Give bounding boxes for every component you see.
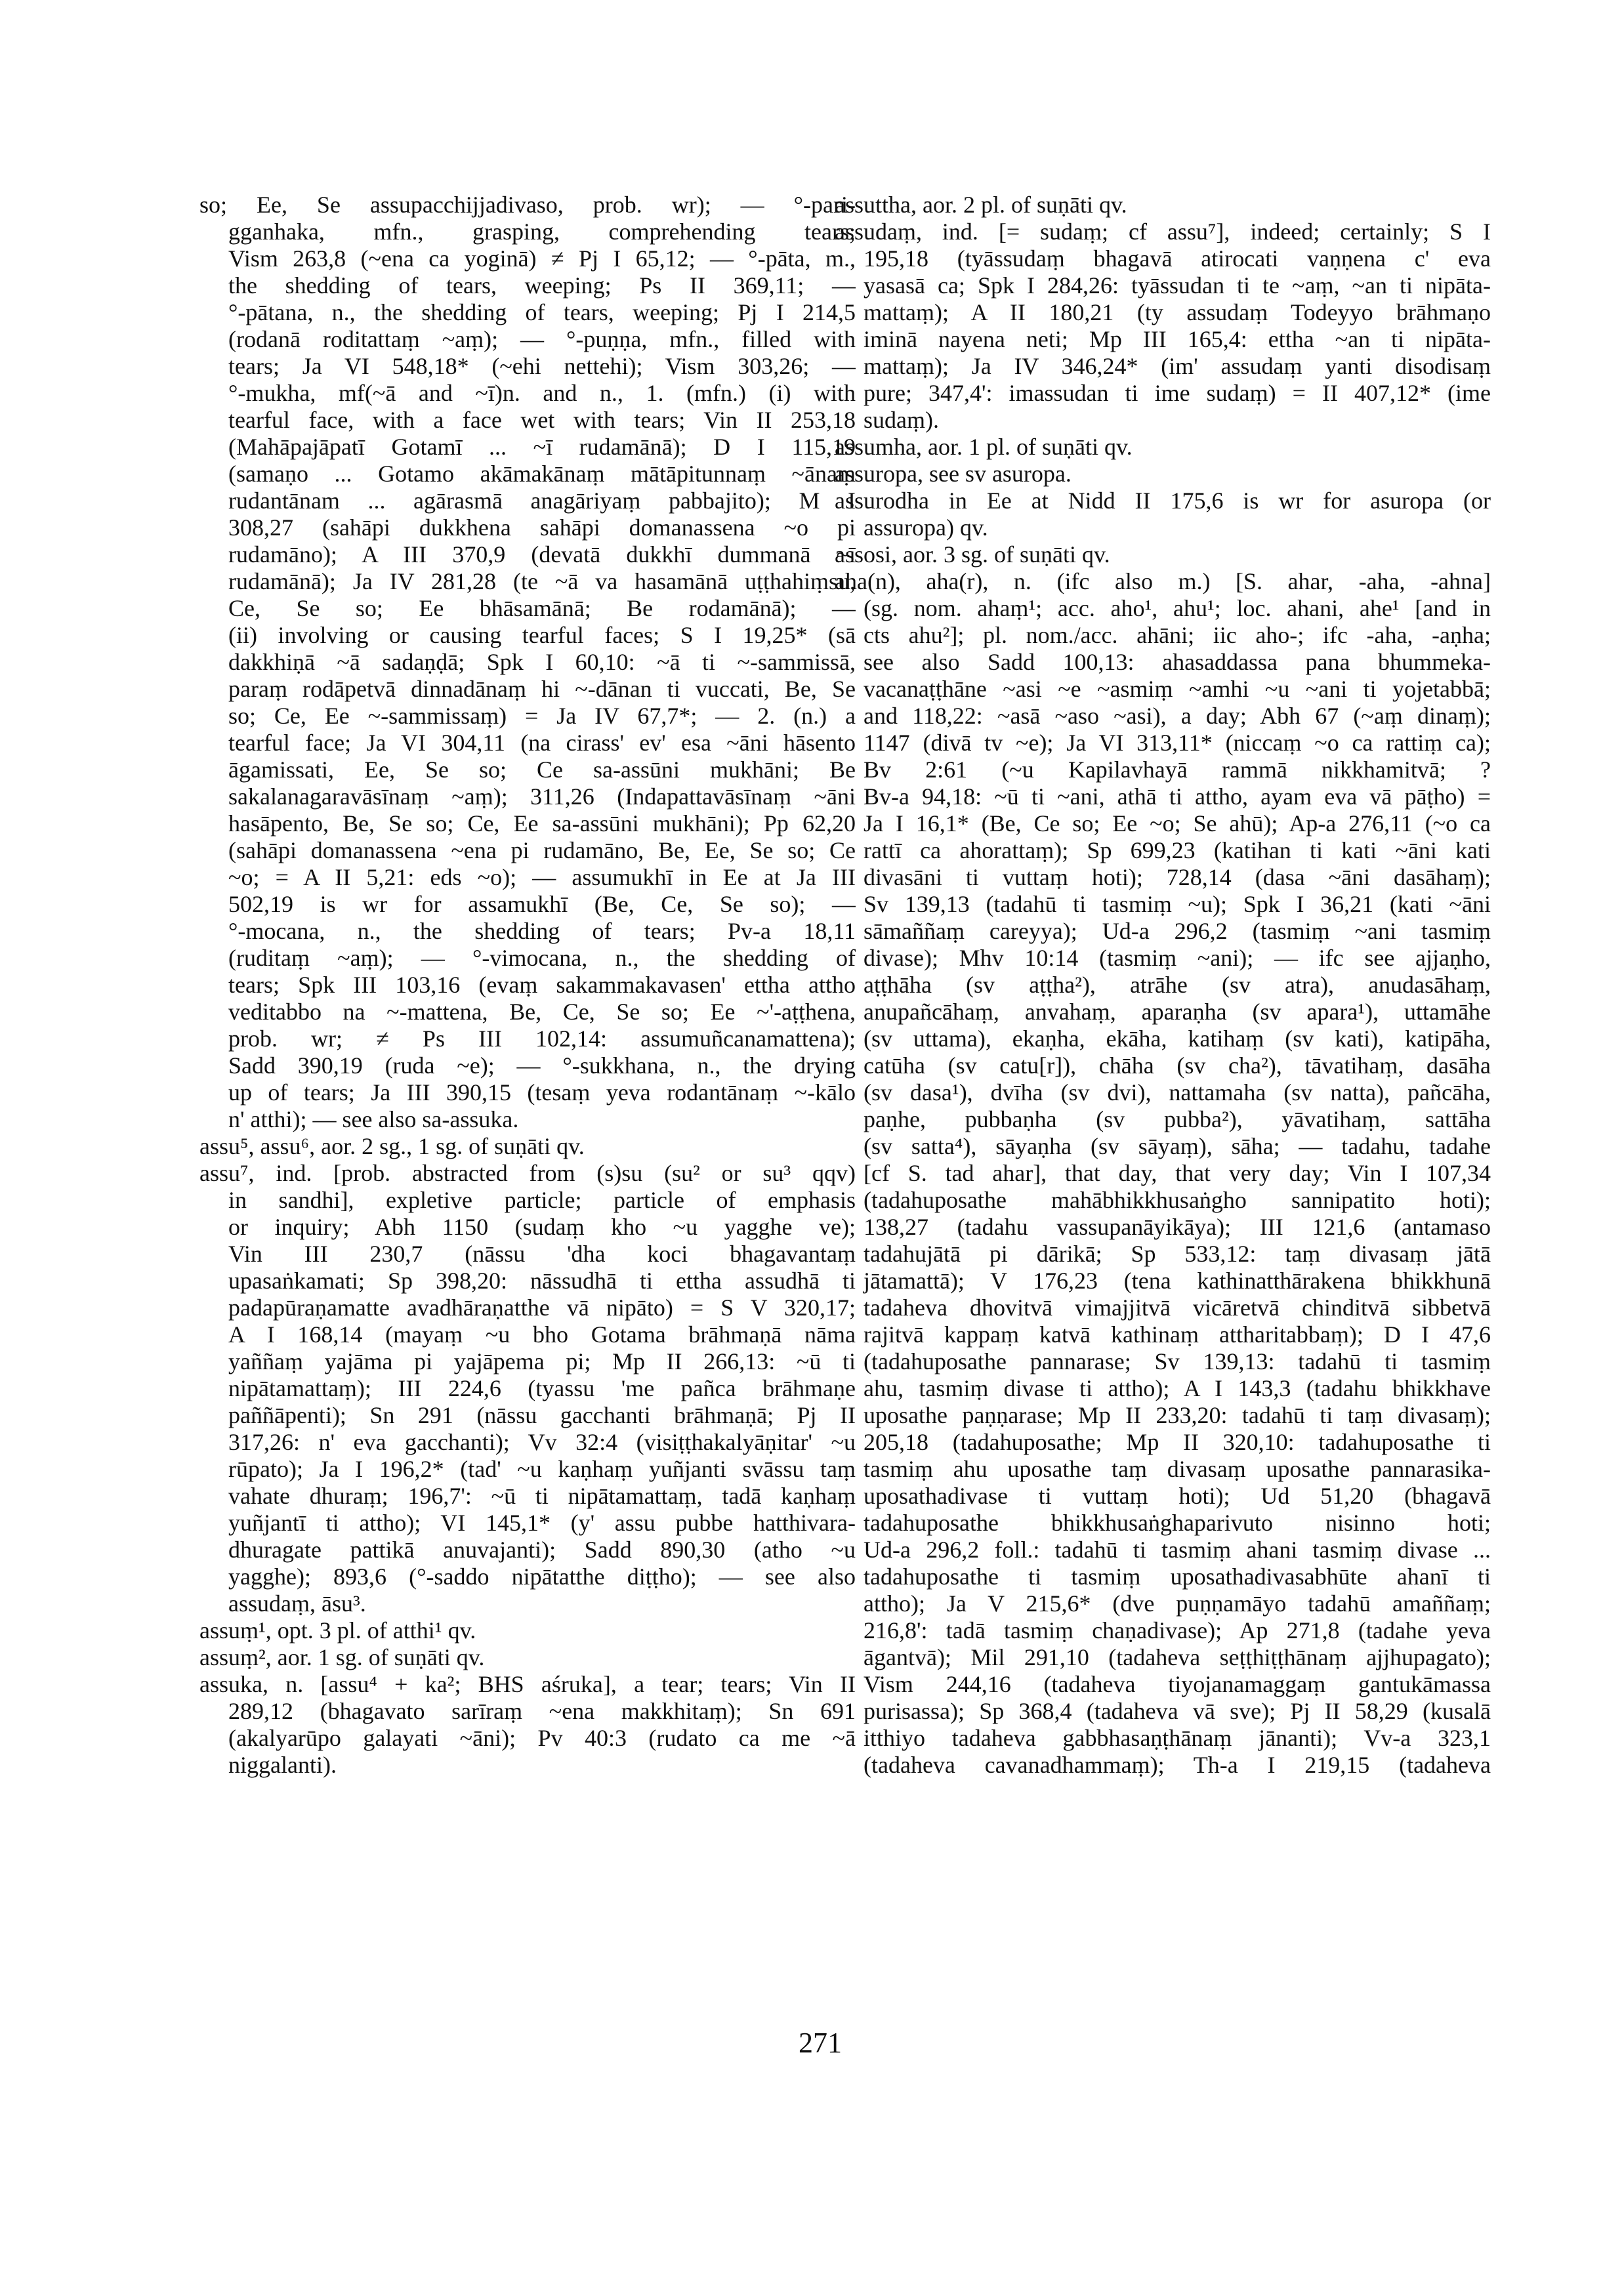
- text-line: Ce, Se so; Ee bhāsamānā; Be rodamānā); —: [228, 595, 856, 621]
- text-line: (tadahuposathe mahābhikkhusaṅgho sannipatito hoti);: [864, 1187, 1491, 1213]
- text-line: rudantānam ... agārasmā anagāriyaṃ pabbajito); M I: [228, 487, 856, 514]
- text-line: Sadd 390,19 (ruda ~e); — °-sukkhana, n., the drying: [228, 1052, 856, 1079]
- text-line: assurodha in Ee at Nidd II 175,6 is wr for asuropa (or: [835, 487, 1491, 514]
- text-line: hasāpento, Be, Se so; Ce, Ee sa-assūni mukhāni); Pp 62,20: [228, 810, 856, 837]
- text-line: °-mukha, mf(~ā and ~ī)n. and n., 1. (mfn.) (i) with: [228, 380, 856, 406]
- text-line: rudamāno); A III 370,9 (devatā dukkhī dummanā ~ī: [228, 541, 856, 568]
- text-line: yagghe); 893,6 (°-saddo nipātatthe diṭṭho); — see also: [228, 1563, 856, 1590]
- text-line: cts ahu²]; pl. nom./acc. ahāni; iic aho-; ifc -aha, -aṇha;: [864, 622, 1491, 648]
- text-line: (Mahāpajāpatī Gotamī ... ~ī rudamānā); D I 115,19: [228, 434, 856, 460]
- text-line: paññāpenti); Sn 291 (nāssu gacchanti brāhmaṇā; Pj II: [228, 1402, 856, 1428]
- text-line: uposathe paṇṇarase; Mp II 233,20: tadahū ti taṃ divasaṃ);: [864, 1402, 1491, 1428]
- text-line: Ud-a 296,2 foll.: tadahū ti tasmiṃ ahani tasmiṃ divase ...: [864, 1537, 1491, 1563]
- text-line: vacanaṭṭhāne ~asi ~e ~asmiṃ ~amhi ~u ~ani ti yojetabbā;: [864, 676, 1491, 702]
- text-line: niggalanti).: [228, 1752, 337, 1778]
- text-line: padapūraṇamatte avadhāraṇatthe vā nipāto) = S V 320,17;: [228, 1294, 856, 1321]
- text-line: assuka, n. [assu⁴ + ka²; BHS aśruka], a tear; tears; Vin II: [199, 1671, 856, 1697]
- text-line: see also Sadd 100,13: ahasaddassa pana bhummeka-: [864, 649, 1491, 675]
- text-line: ~o; = A II 5,21: eds ~o); — assumukhī in Ee at Ja III: [228, 864, 856, 890]
- text-line: mattaṃ); Ja IV 346,24* (im' assudaṃ yanti disodisaṃ: [864, 353, 1491, 379]
- text-line: tearful face, with a face wet with tears; Vin II 253,18: [228, 407, 856, 433]
- text-line: Ja I 16,1* (Be, Ce so; Ee ~o; Se ahū); Ap-a 276,11 (~o ca: [864, 810, 1491, 837]
- text-line: °-pātana, n., the shedding of tears, weeping; Pj I 214,5: [228, 299, 856, 325]
- text-line: the shedding of tears, weeping; Ps II 369,11; —: [228, 272, 856, 299]
- text-line: tears; Ja VI 548,18* (~ehi nettehi); Vism 303,26; —: [228, 353, 856, 379]
- text-line: nipātamattaṃ); III 224,6 (tyassu 'me pañca brāhmaṇe: [228, 1375, 856, 1401]
- text-line: Vin III 230,7 (nāssu 'dha koci bhagavantaṃ: [228, 1241, 856, 1267]
- text-line: gganhaka, mfn., grasping, comprehending tears;: [228, 218, 856, 245]
- text-line: assudaṃ, āsu³.: [228, 1590, 366, 1617]
- text-line: (sv dasa¹), dvīha (sv dvi), nattamaha (sv natta), pañcāha,: [864, 1079, 1491, 1106]
- text-line: dhuragate pattikā anuvajanti); Sadd 890,30 (atho ~u: [228, 1537, 856, 1563]
- text-line: aha(n), aha(r), n. (ifc also m.) [S. ahar, -aha, -ahna]: [835, 568, 1491, 594]
- text-line: rudamānā); Ja IV 281,28 (te ~ā va hasamānā uṭṭhahiṃsu,: [228, 568, 856, 594]
- text-line: or inquiry; Abh 1150 (sudaṃ kho ~u yagghe ve);: [228, 1214, 856, 1240]
- text-line: dakkhiṇā ~ā sadaṇḍā; Spk I 60,10: ~ā ti ~-sammissā,: [228, 649, 856, 675]
- text-line: prob. wr; ≠ Ps III 102,14: assumuñcanamattena);: [228, 1025, 856, 1052]
- text-line: yuñjantī ti attho); VI 145,1* (y' assu pubbe hatthivara-: [228, 1510, 856, 1536]
- text-line: uposathadivase ti vuttaṃ hoti); Ud 51,20 (bhagavā: [864, 1483, 1491, 1509]
- text-line: assuttha, aor. 2 pl. of suṇāti qv.: [835, 192, 1127, 218]
- text-line: n' atthi); — see also sa-assuka.: [228, 1106, 519, 1132]
- text-line: mattaṃ); A II 180,21 (ty assudaṃ Todeyyo brāhmaṇo: [864, 299, 1491, 325]
- text-line: attho); Ja V 215,6* (dve puṇṇamāyo tadahū amaññaṃ;: [864, 1590, 1491, 1617]
- left-column: [199, 192, 856, 1779]
- text-line: Vism 244,16 (tadaheva tiyojanamaggaṃ gantukāmassa: [864, 1671, 1491, 1697]
- text-line: 289,12 (bhagavato sarīraṃ ~ena makkhitaṃ); Sn 691: [228, 1698, 856, 1724]
- text-line: Vism 263,8 (~ena ca yoginā) ≠ Pj I 65,12; — °-pāta, m.,: [228, 245, 856, 272]
- text-line: (ii) involving or causing tearful faces; S I 19,25* (sā: [228, 622, 856, 648]
- text-line: (sv satta⁴), sāyaṇha (sv sāyaṃ), sāha; — tadahu, tadahe: [864, 1133, 1491, 1159]
- page-number: 271: [799, 2027, 842, 2059]
- text-line: °-mocana, n., the shedding of tears; Pv-a 18,11: [228, 918, 856, 944]
- text-line: assuropa) qv.: [864, 514, 988, 541]
- text-line: (rodanā roditattaṃ ~aṃ); — °-puṇṇa, mfn., filled with: [228, 326, 856, 352]
- text-line: jātamattā); V 176,23 (tena kathinatthārakena bhikkhunā: [864, 1268, 1491, 1294]
- text-line: (ruditaṃ ~aṃ); — °-vimocana, n., the shedding of: [228, 945, 856, 971]
- text-line: rattī ca ahorattaṃ); Sp 699,23 (katihan ti kati ~āni kati: [864, 837, 1491, 863]
- text-line: tadaheva dhovitvā vimajjitvā vicāretvā chinditvā sibbetvā: [864, 1294, 1491, 1321]
- text-line: 216,8': tadā tasmiṃ chaṇadivase); Ap 271,8 (tadahe yeva: [864, 1617, 1491, 1644]
- text-line: A I 168,14 (mayaṃ ~u bho Gotama brāhmaṇā nāma: [228, 1321, 856, 1348]
- text-line: veditabbo na ~-mattena, Be, Ce, Se so; Ee ~'-aṭṭhena,: [228, 999, 856, 1025]
- text-line: [cf S. tad ahar], that day, that very day; Vin I 107,34: [864, 1160, 1491, 1186]
- text-line: divase); Mhv 10:14 (tasmiṃ ~ani); — ifc see ajjaṇho,: [864, 945, 1491, 971]
- text-line: 317,26: n' eva gacchanti); Vv 32:4 (visiṭṭhakalyāṇitar' ~u: [228, 1429, 856, 1455]
- text-line: ahu, tasmiṃ divase ti attho); A I 143,3 (tadahu bhikkhave: [864, 1375, 1491, 1401]
- text-line: so; Ce, Ee ~-sammissaṃ) = Ja IV 67,7*; — 2. (n.) a: [228, 703, 856, 729]
- text-line: assuṃ¹, opt. 3 pl. of atthi¹ qv.: [199, 1617, 476, 1644]
- text-line: (samaṇo ... Gotamo akāmakānaṃ mātāpitunnaṃ ~ānaṃ: [228, 461, 856, 487]
- text-line: tadahuposathe bhikkhusaṅghaparivuto nisinno hoti;: [864, 1510, 1491, 1536]
- text-line: assu⁷, ind. [prob. abstracted from (s)su (su² or su³ qqv): [199, 1160, 856, 1186]
- text-line: purisassa); Sp 368,4 (tadaheva vā sve); Pj II 58,29 (kusalā: [864, 1698, 1491, 1724]
- text-line: tadahuposathe ti tasmiṃ uposathadivasabhūte ahanī ti: [864, 1563, 1491, 1590]
- text-line: sāmaññaṃ careyya); Ud-a 296,2 (tasmiṃ ~ani tasmiṃ: [864, 918, 1491, 944]
- text-line: assuṃ², aor. 1 sg. of suṇāti qv.: [199, 1644, 485, 1670]
- text-line: 205,18 (tadahuposathe; Mp II 320,10: tadahuposathe ti: [864, 1429, 1491, 1455]
- text-line: assu⁵, assu⁶, aor. 2 sg., 1 sg. of suṇāti qv.: [199, 1133, 585, 1159]
- text-line: 502,19 is wr for assamukhī (Be, Ce, Se so); —: [228, 891, 856, 917]
- text-line: yaññaṃ yajāma pi yajāpema pi; Mp II 266,13: ~ū ti: [228, 1348, 856, 1375]
- text-line: (akalyarūpo galayati ~āni); Pv 40:3 (rudato ca me ~ā: [228, 1725, 856, 1751]
- text-line: tears; Spk III 103,16 (evaṃ sakammakavasen' ettha attho: [228, 972, 856, 998]
- text-line: tearful face; Ja VI 304,11 (na cirass' ev' esa ~āni hāsento: [228, 730, 856, 756]
- text-line: 138,27 (tadahu vassupanāyikāya); III 121,6 (antamaso: [864, 1214, 1491, 1240]
- text-line: in sandhi], expletive particle; particle of emphasis: [228, 1187, 856, 1213]
- text-line: (tadahuposathe pannarase; Sv 139,13: tadahū ti tasmiṃ: [864, 1348, 1491, 1375]
- text-line: paraṃ rodāpetvā dinnadānaṃ hi ~-dānan ti vuccati, Be, Se: [228, 676, 856, 702]
- text-line: tasmiṃ ahu uposathe taṃ divasaṃ uposathe pannarasika-: [864, 1456, 1491, 1482]
- text-line: sakalanagaravāsīnaṃ ~aṃ); 311,26 (Indapattavāsīnaṃ ~āni: [228, 783, 856, 810]
- text-line: 1147 (divā tv ~e); Ja VI 313,11* (niccaṃ ~o ca rattiṃ ca);: [864, 730, 1491, 756]
- text-line: 195,18 (tyāssudaṃ bhagavā atirocati vaṇṇena c' eva: [864, 245, 1491, 272]
- text-line: āgamissati, Ee, Se so; Ce sa-assūni mukhāni; Be: [228, 756, 856, 783]
- text-line: rajitvā kappaṃ katvā kathinaṃ attharitabbaṃ); D I 47,6: [864, 1321, 1491, 1348]
- text-line: āgantvā); Mil 291,10 (tadaheva seṭṭhiṭṭhānaṃ ajjhupagato);: [864, 1644, 1491, 1670]
- text-line: catūha (sv catu[r]), chāha (sv cha²), tāvatihaṃ, dasāha: [864, 1052, 1491, 1079]
- text-line: up of tears; Ja III 390,15 (tesaṃ yeva rodantānaṃ ~-kālo: [228, 1079, 856, 1106]
- text-line: pure; 347,4': imassudan ti ime sudaṃ) = II 407,12* (ime: [864, 380, 1491, 406]
- text-line: 308,27 (sahāpi dukkhena sahāpi domanassena ~o pi: [228, 514, 856, 541]
- text-line: itthiyo tadaheva gabbhasaṇṭhānaṃ jānanti); Vv-a 323,1: [864, 1725, 1491, 1751]
- text-line: tadahujātā pi dārikā; Sp 533,12: taṃ divasaṃ jātā: [864, 1241, 1491, 1267]
- text-line: upasaṅkamati; Sp 398,20: nāssudhā ti ettha assudhā ti: [228, 1268, 856, 1294]
- text-line: Bv 2:61 (~u Kapilavhayā rammā nikkhamitvā; ?: [864, 756, 1491, 783]
- text-line: divasāni ti vuttaṃ hoti); 728,14 (dasa ~āni dasāhaṃ);: [864, 864, 1491, 890]
- text-line: vahate dhuraṃ; 196,7': ~ū ti nipātamattaṃ, tadā kaṇhaṃ: [228, 1483, 856, 1509]
- text-line: (sahāpi domanassena ~ena pi rudamāno, Be, Ee, Se so; Ce: [228, 837, 856, 863]
- text-line: anupañcāhaṃ, anvahaṃ, aparaṇha (sv apara¹), uttamāhe: [864, 999, 1491, 1025]
- text-line: (sg. nom. ahaṃ¹; acc. aho¹, ahu¹; loc. ahani, ahe¹ [and in: [864, 595, 1491, 621]
- text-line: assuropa, see sv asuropa.: [835, 461, 1072, 487]
- text-line: aṭṭhāha (sv aṭṭha²), atrāhe (sv atra), anudasāhaṃ,: [864, 972, 1491, 998]
- text-line: assudaṃ, ind. [= sudaṃ; cf assu⁷], indeed; certainly; S I: [835, 218, 1491, 245]
- text-line: assosi, aor. 3 sg. of suṇāti qv.: [835, 541, 1110, 568]
- text-line: yasasā ca; Spk I 284,26: tyāssudan ti te ~aṃ, ~an ti nipāta-: [864, 272, 1491, 299]
- text-line: so; Ee, Se assupacchijjadivaso, prob. wr); — °-pari-: [199, 192, 856, 218]
- text-line: sudaṃ).: [864, 407, 939, 433]
- text-line: rūpato); Ja I 196,2* (tad' ~u kaṇhaṃ yuñjanti svāssu taṃ: [228, 1456, 856, 1482]
- text-line: (sv uttama), ekaṇha, ekāha, katihaṃ (sv kati), katipāha,: [864, 1025, 1491, 1052]
- text-line: assumha, aor. 1 pl. of suṇāti qv.: [835, 434, 1133, 460]
- text-line: Sv 139,13 (tadahū ti tasmiṃ ~u); Spk I 36,21 (kati ~āni: [864, 891, 1491, 917]
- text-line: iminā nayena neti; Mp III 165,4: ettha ~an ti nipāta-: [864, 326, 1491, 352]
- text-line: (tadaheva cavanadhammaṃ); Th-a I 219,15 (tadaheva: [864, 1752, 1491, 1778]
- text-line: paṇhe, pubbaṇha (sv pubba²), yāvatihaṃ, sattāha: [864, 1106, 1491, 1132]
- text-line: Bv-a 94,18: ~ū ti ~ani, athā ti attho, ayam eva vā pāṭho) =: [864, 783, 1491, 810]
- text-line: and 118,22: ~asā ~aso ~asi), a day; Abh 67 (~aṃ dinaṃ);: [864, 703, 1491, 729]
- right-column: [835, 192, 1491, 1779]
